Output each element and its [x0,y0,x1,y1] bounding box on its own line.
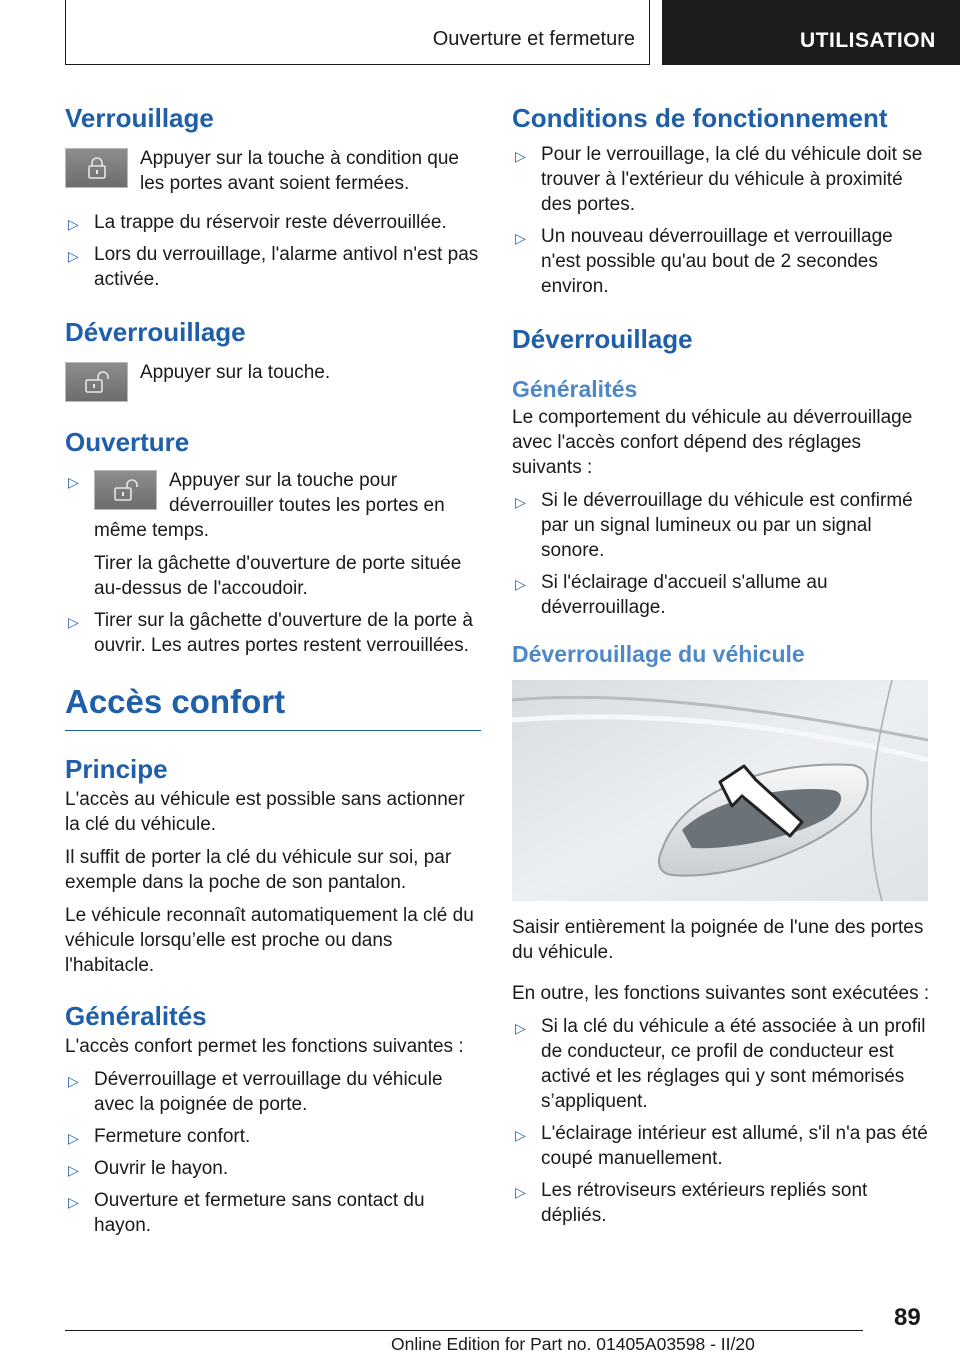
list-item: ▷ Si la clé du véhicule a été associée à un profil de conducteur, ce profil de conducteur est activé et les réglages qui y sont mémorisés s’appliquent. [515,1016,926,1112]
general-list-right [512,488,930,620]
heading-general: Généralités [65,1001,207,1031]
list-item: ▷ L'éclairage intérieur est allumé, s'il n'a pas été coupé manuellement. [515,1123,928,1169]
list-item: ▷ Appuyer sur la touche pour déverrouiller toutes les portes en même temps. Tirer la gâchette d'ouverture de porte située au-dessus de l'accoudoir. [65,468,481,601]
list-item: ▷ Ouvrir le hayon. [65,1156,481,1181]
general-intro: L'accès confort permet les fonctions suivantes : [65,1036,464,1057]
triangle-right-icon: ▷ [68,216,79,232]
triangle-right-icon: ▷ [68,614,79,630]
list-item: ▷ Si l'éclairage d'accueil s'allume au déverrouillage. [515,572,828,618]
list-item: ▷ Si le déverrouillage du véhicule est confirmé par un signal lumineux ou par un signal sonore. [515,490,913,561]
triangle-right-icon: ▷ [515,576,526,592]
vehicle-unlock-p1: Saisir entièrement la poignée de l'une des portes du véhicule. [512,917,924,963]
triangle-right-icon: ▷ [515,1184,526,1200]
list-item: ▷ La trappe du réservoir reste déverrouillée. [65,210,481,235]
heading-vehicle-unlock: Déverrouillage du véhicule [512,641,805,667]
heading-lock: Verrouillage [65,103,214,133]
heading-principle: Principe [65,754,168,784]
vehicle-unlock-p2: En outre, les fonctions suivantes sont exécutées : [512,983,930,1004]
triangle-right-icon: ▷ [68,1073,79,1089]
list-item: ▷ Un nouveau déverrouillage et verrouillage n'est possible qu'au bout de 2 secondes environ. [515,226,893,297]
triangle-right-icon: ▷ [515,230,526,246]
triangle-right-icon: ▷ [68,248,79,264]
conditions-list [512,142,930,299]
section-title: Ouverture et fermeture [432,28,635,50]
door-handle-image [512,680,928,901]
list-item: ▷ Lors du verrouillage, l'alarme antivol n'est pas activée. [68,244,479,290]
list-item: ▷ Les rétroviseurs extérieurs repliés sont dépliés. [515,1180,868,1226]
heading-opening: Ouverture [65,427,190,457]
triangle-right-icon: ▷ [515,494,526,510]
opening-sub-text: Tirer la gâchette d'ouverture de porte située au-dessus de l'accoudoir. [94,553,462,599]
list-item: ▷ Déverrouillage et verrouillage du véhicule avec la poignée de porte. [68,1069,443,1115]
list-item: ▷ Fermeture confort. [65,1124,481,1149]
triangle-right-icon: ▷ [68,474,79,490]
right-column [512,100,930,1235]
heading-general-right: Généralités [512,376,638,402]
lock-closed-icon [65,148,128,188]
triangle-right-icon: ▷ [515,1020,526,1036]
chapter-tab: UTILISATION [662,0,960,65]
left-column [65,100,481,1245]
footer-edition: Online Edition for Part no. 01405A03598 - II/20 [391,1334,755,1354]
general-list [65,1067,481,1238]
list-item: ▷ Pour le verrouillage, la clé du véhicule doit se trouver à l'extérieur du véhicule à proximité des portes. [515,144,923,215]
opening-list [65,468,481,658]
triangle-right-icon: ▷ [515,1127,526,1143]
footer-divider [65,1330,863,1331]
heading-comfort-access: Accès confort [65,680,481,731]
principle-p2: Il suffit de porter la clé du véhicule sur soi, par exemple dans la poche de son pantalon. [65,847,452,893]
triangle-right-icon: ▷ [68,1194,79,1210]
triangle-right-icon: ▷ [68,1130,79,1146]
vehicle-unlock-list [512,1014,930,1228]
lock-text: Appuyer sur la touche à condition que les portes avant soient fermées. [140,148,459,194]
heading-unlock-right: Déverrouillage [512,324,693,354]
list-item: ▷ Ouverture et fermeture sans contact du hayon. [68,1190,425,1236]
heading-conditions: Conditions de fonctionnement [512,103,888,133]
principle-p1: L'accès au véhicule est possible sans actionner la clé du véhicule. [65,789,465,835]
unlock-button-row [65,360,481,402]
list-item: ▷ Tirer sur la gâchette d'ouverture de la porte à ouvrir. Les autres portes restent verrouillées. [68,610,473,656]
heading-unlock: Déverrouillage [65,317,246,347]
triangle-right-icon: ▷ [515,148,526,164]
lock-button-row [65,146,481,196]
lock-open-icon [65,362,128,402]
lock-open-icon [94,470,157,510]
triangle-right-icon: ▷ [68,1162,79,1178]
page-header [0,0,960,66]
page-number: 89 [894,1304,921,1331]
unlock-text: Appuyer sur la touche. [140,362,331,383]
principle-p3: Le véhicule reconnaît automatiquement la clé du véhicule lorsqu’elle est proche ou dans l'habitacle. [65,905,474,976]
section-tab [65,0,650,65]
lock-list [65,210,481,292]
general-intro-right: Le comportement du véhicule au déverrouillage avec l'accès confort dépend des réglages suivants : [512,407,913,478]
